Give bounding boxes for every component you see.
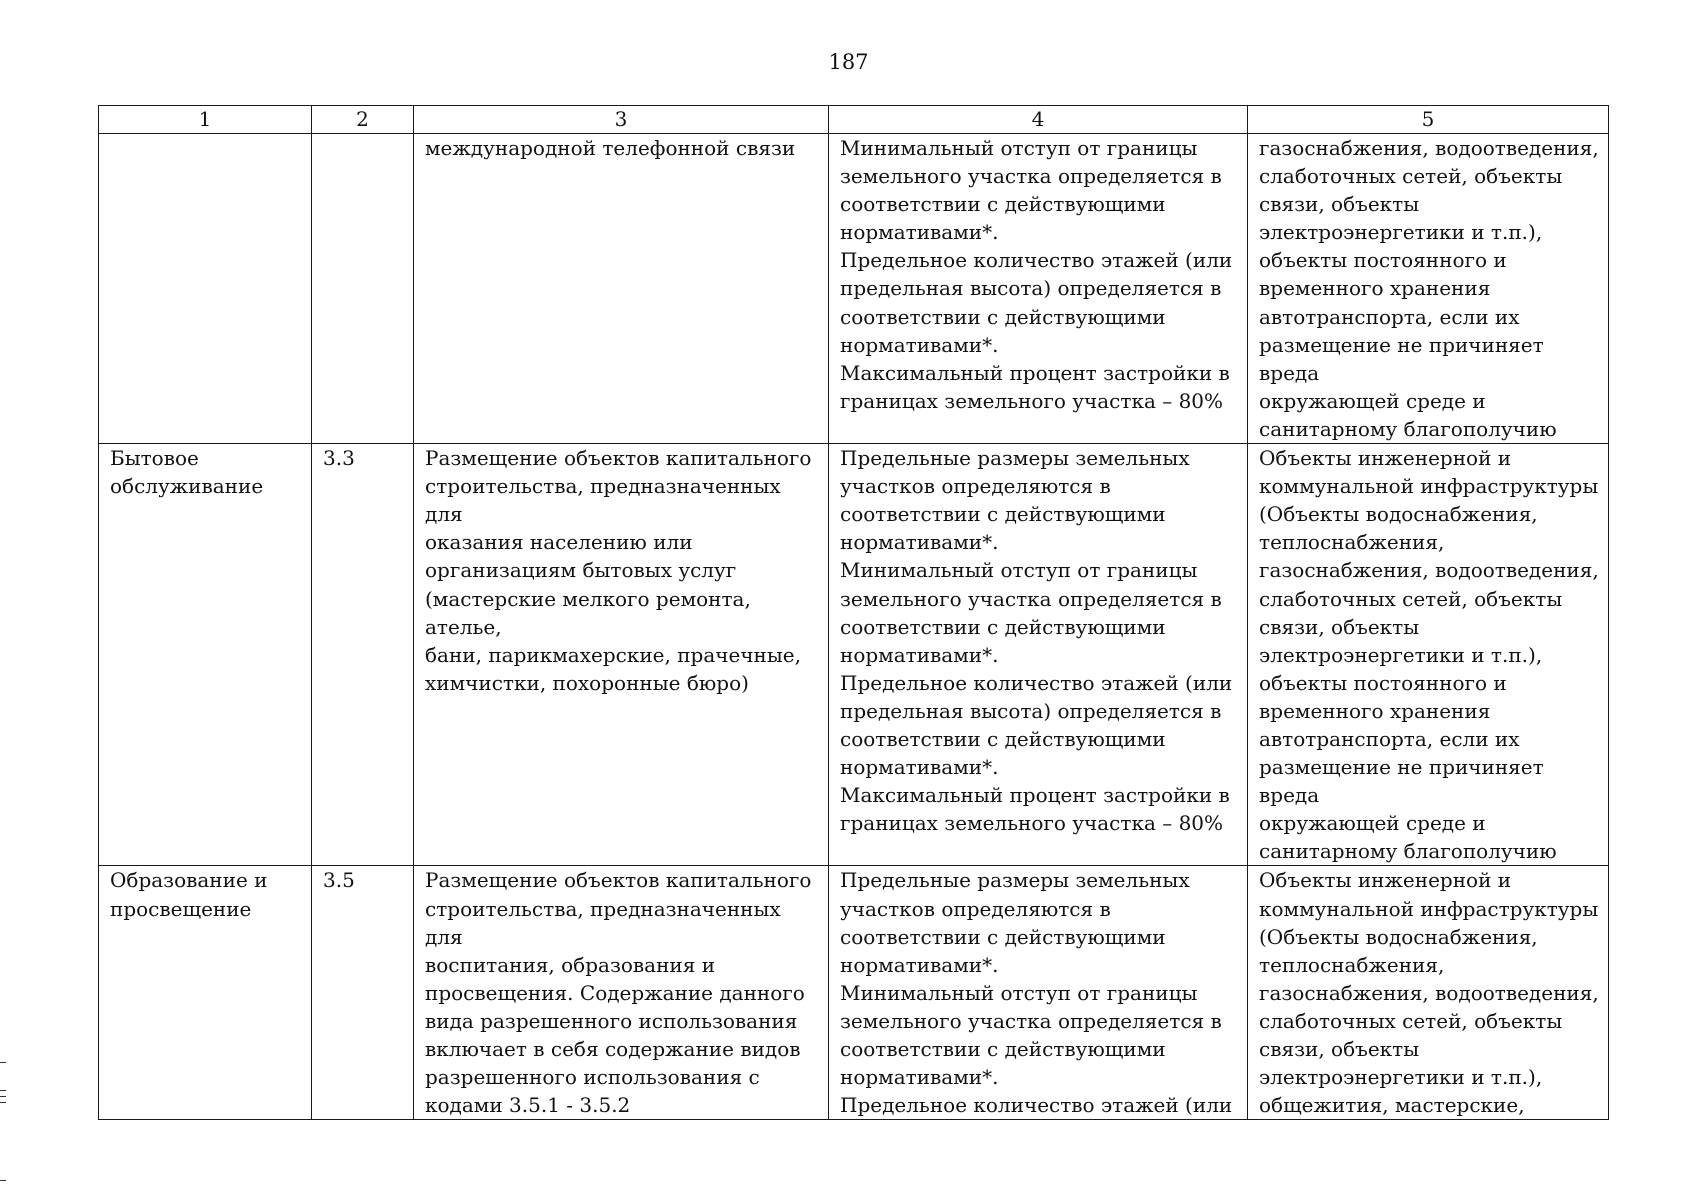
parameters-cell: Предельные размеры земельных участков определяются в соответствии с действующими нормативами*. Минимальный отступ от границы земельного участка определяется в соответствии с действующими нормативами*. Предельное количество этажей (или предельная высота) определяется в соответствии с действующими нормативами*. Максимальный процент застройки в границах земельного участка – 80% xyxy=(829,444,1248,866)
table-row xyxy=(99,444,1609,866)
table-row xyxy=(99,134,1609,444)
table-row xyxy=(99,866,1609,1120)
page-number: 187 xyxy=(828,50,869,74)
use-description-cell: Размещение объектов капитального строительства, предназначенных для воспитания, образования и просвещения. Содержание данного вида разрешенного использования включает в себя содержание видов разрешенного использования с кодами 3.5.1 - 3.5.2 xyxy=(414,866,829,1120)
scan-edge-mark xyxy=(0,1062,6,1063)
use-name-cell xyxy=(99,134,312,444)
use-code-cell: 3.3 xyxy=(312,444,414,866)
land-use-regulations-table xyxy=(98,105,1609,1120)
header-col-4: 4 xyxy=(829,106,1248,134)
parameters-cell: Минимальный отступ от границы земельного участка определяется в соответствии с действующими нормативами*. Предельное количество этажей (или предельная высота) определяется в соответствии с действующими нормативами*. Максимальный процент застройки в границах земельного участка – 80% xyxy=(829,134,1248,444)
parameters-cell: Предельные размеры земельных участков определяются в соответствии с действующими нормативами*. Минимальный отступ от границы земельного участка определяется в соответствии с действующими нормативами*. Предельное количество этажей (или xyxy=(829,866,1248,1120)
scan-edge-mark xyxy=(0,1096,6,1097)
auxiliary-uses-cell: Объекты инженерной и коммунальной инфраструктуры (Объекты водоснабжения, теплоснабжения, газоснабжения, водоотведения, слаботочных сетей, объекты связи, объекты электроэнергетики и т.п.), общежития, мастерские, xyxy=(1248,866,1609,1120)
use-name-cell: Образование и просвещение xyxy=(99,866,312,1120)
auxiliary-uses-cell: газоснабжения, водоотведения, слаботочных сетей, объекты связи, объекты электроэнергетики и т.п.), объекты постоянного и временного хранения автотранспорта, если их размещение не причиняет вреда окружающей среде и санитарному благополучию xyxy=(1248,134,1609,444)
use-name-cell: Бытовое обслуживание xyxy=(99,444,312,866)
header-col-2: 2 xyxy=(312,106,414,134)
header-col-1: 1 xyxy=(99,106,312,134)
header-col-5: 5 xyxy=(1248,106,1609,134)
use-code-cell: 3.5 xyxy=(312,866,414,1120)
header-col-3: 3 xyxy=(414,106,829,134)
scan-edge-mark xyxy=(0,1090,6,1091)
auxiliary-uses-cell: Объекты инженерной и коммунальной инфраструктуры (Объекты водоснабжения, теплоснабжения, газоснабжения, водоотведения, слаботочных сетей, объекты связи, объекты электроэнергетики и т.п.), объекты постоянного и временного хранения автотранспорта, если их размещение не причиняет вреда окружающей среде и санитарному благополучию xyxy=(1248,444,1609,866)
use-description-cell: Размещение объектов капитального строительства, предназначенных для оказания населению или организациям бытовых услуг (мастерские мелкого ремонта, ателье, бани, парикмахерские, прачечные, химчистки, похоронные бюро) xyxy=(414,444,829,866)
scan-edge-mark xyxy=(0,1102,6,1103)
use-description-cell: международной телефонной связи xyxy=(414,134,829,444)
scan-edge-mark xyxy=(0,1180,6,1181)
use-code-cell xyxy=(312,134,414,444)
header-row xyxy=(99,106,1609,134)
